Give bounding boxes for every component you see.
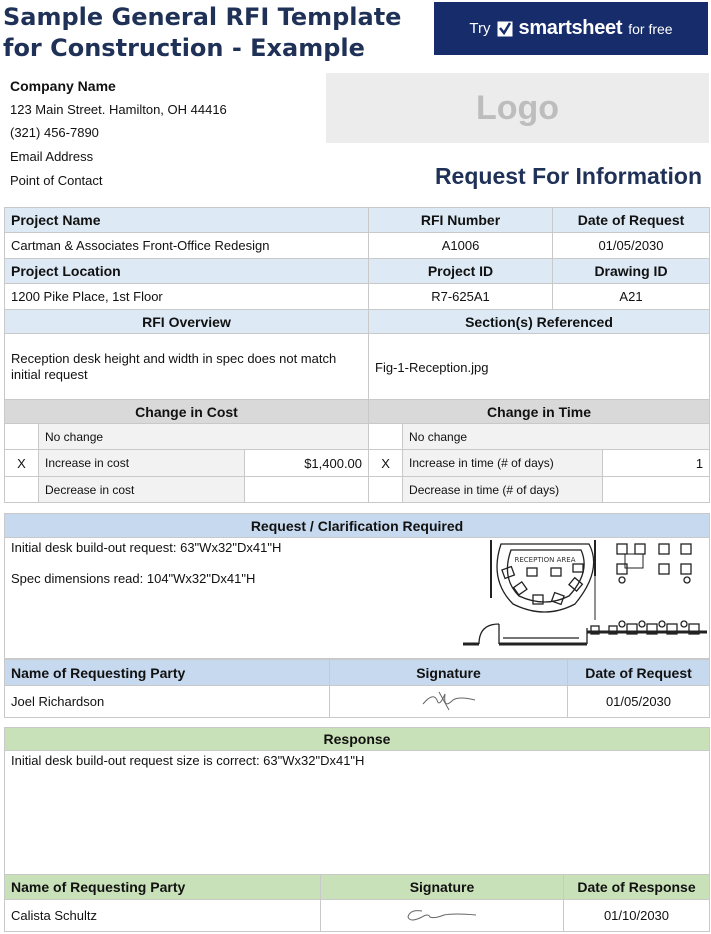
cost-decrease-value[interactable] bbox=[245, 477, 369, 503]
time-increase-value[interactable]: 1 bbox=[603, 450, 710, 477]
project-id-label: Project ID bbox=[369, 259, 553, 284]
company-email: Email Address bbox=[10, 149, 94, 165]
rfi-number-value: A1006 bbox=[369, 233, 553, 259]
title-line-2: for Construction - Example bbox=[3, 34, 365, 62]
requester-signature-image bbox=[419, 688, 479, 712]
response-body bbox=[5, 751, 710, 876]
rfi-number-label: RFI Number bbox=[369, 208, 553, 233]
sections-referenced-value: Fig-1-Reception.jpg bbox=[369, 334, 710, 401]
change-in-cost-label: Change in Cost bbox=[5, 400, 369, 424]
project-id-value: R7-625A1 bbox=[369, 284, 553, 310]
title-line-1: Sample General RFI Template bbox=[3, 3, 402, 31]
requester-signature bbox=[330, 686, 568, 718]
overview-table bbox=[4, 309, 710, 401]
project-location-value: 1200 Pike Place, 1st Floor bbox=[5, 284, 369, 310]
date-of-request-value: 01/05/2030 bbox=[553, 233, 710, 259]
responder-signature-label: Signature bbox=[321, 875, 564, 900]
cost-no-change-label: No change bbox=[39, 424, 369, 450]
logo-placeholder: Logo bbox=[326, 73, 709, 143]
request-clarification-label: Request / Clarification Required bbox=[5, 514, 710, 538]
responder-table bbox=[4, 874, 710, 932]
drawing-id-value: A21 bbox=[553, 284, 710, 310]
cost-decrease-label: Decrease in cost bbox=[39, 477, 245, 503]
reception-area-label: RECEPTION AREA bbox=[514, 556, 576, 564]
company-contact: Point of Contact bbox=[10, 172, 103, 188]
responder-date-value: 01/10/2030 bbox=[564, 900, 710, 932]
sections-referenced-label: Section(s) Referenced bbox=[369, 310, 710, 334]
cost-increase-label: Increase in cost bbox=[39, 450, 245, 477]
requester-name-value: Joel Richardson bbox=[5, 686, 330, 718]
try-smartsheet-banner[interactable] bbox=[434, 2, 708, 55]
time-decrease-label: Decrease in time (# of days) bbox=[403, 477, 603, 503]
company-phone: (321) 456-7890 bbox=[10, 125, 99, 141]
requester-name-label: Name of Requesting Party bbox=[5, 660, 330, 686]
requester-table bbox=[4, 659, 710, 718]
request-line-2: Spec dimensions read: 104"Wx32"Dx41"H bbox=[11, 571, 256, 586]
requester-signature-label: Signature bbox=[330, 660, 568, 686]
rfi-heading: Request For Information bbox=[434, 163, 702, 189]
project-info-table bbox=[4, 207, 710, 310]
cost-increase-mark[interactable]: X bbox=[5, 450, 39, 477]
responder-name-label: Name of Requesting Party bbox=[5, 875, 321, 900]
responder-signature-image bbox=[404, 903, 480, 925]
rfi-overview-label: RFI Overview bbox=[5, 310, 369, 334]
time-increase-mark[interactable]: X bbox=[369, 450, 403, 477]
drawing-id-label: Drawing ID bbox=[553, 259, 710, 284]
cost-no-change-mark[interactable] bbox=[5, 424, 39, 450]
responder-signature bbox=[321, 900, 564, 932]
document-title bbox=[3, 2, 401, 64]
rfi-overview-text: Reception desk height and width in spec does not match initial request bbox=[5, 334, 369, 401]
banner-free-text: for free bbox=[628, 20, 673, 37]
project-name-value: Cartman & Associates Front-Office Redesign bbox=[5, 233, 369, 259]
request-table bbox=[4, 513, 710, 659]
time-decrease-mark[interactable] bbox=[369, 477, 403, 503]
request-line-1: Initial desk build-out request: 63"Wx32"Dx41"H bbox=[11, 540, 282, 555]
time-increase-label: Increase in time (# of days) bbox=[403, 450, 603, 477]
time-decrease-value[interactable] bbox=[603, 477, 710, 503]
time-no-change-mark[interactable] bbox=[369, 424, 403, 450]
change-table bbox=[4, 399, 710, 503]
company-address: 123 Main Street. Hamilton, OH 44416 bbox=[10, 101, 227, 117]
cost-decrease-mark[interactable] bbox=[5, 477, 39, 503]
project-location-label: Project Location bbox=[5, 259, 369, 284]
time-no-change-label: No change bbox=[403, 424, 710, 450]
company-info bbox=[10, 78, 227, 196]
project-name-label: Project Name bbox=[5, 208, 369, 233]
response-label: Response bbox=[5, 728, 710, 751]
request-clarification-body bbox=[5, 538, 710, 659]
smartsheet-check-icon bbox=[497, 21, 513, 37]
change-in-time-label: Change in Time bbox=[369, 400, 710, 424]
cost-increase-value[interactable]: $1,400.00 bbox=[245, 450, 369, 477]
reception-floor-plan-image bbox=[463, 540, 707, 652]
requester-date-label: Date of Request bbox=[568, 660, 710, 686]
responder-date-label: Date of Response bbox=[564, 875, 710, 900]
requester-date-value: 01/05/2030 bbox=[568, 686, 710, 718]
date-of-request-label: Date of Request bbox=[553, 208, 710, 233]
response-text: Initial desk build-out request size is correct: 63"Wx32"Dx41"H bbox=[11, 753, 365, 768]
company-name: Company Name bbox=[10, 78, 116, 94]
banner-brand-text: smartsheet bbox=[518, 17, 623, 39]
response-table bbox=[4, 727, 710, 876]
banner-try-text: Try bbox=[469, 20, 491, 37]
responder-name-value: Calista Schultz bbox=[5, 900, 321, 932]
